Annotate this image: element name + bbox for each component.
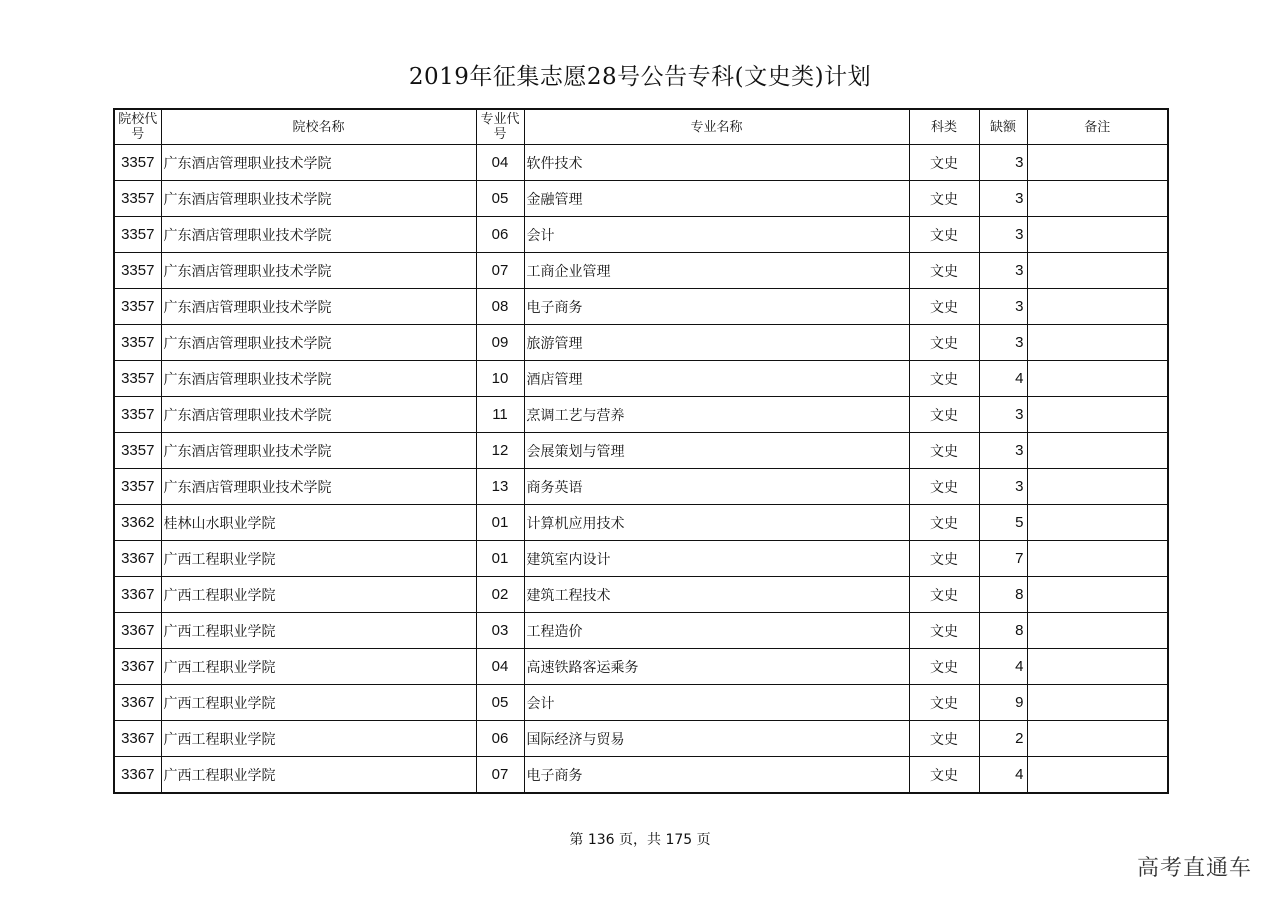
table-row xyxy=(114,217,1168,253)
cell-quota: 3 xyxy=(979,253,1027,289)
cell-major-code: 04 xyxy=(476,145,524,181)
cell-major-code: 12 xyxy=(476,433,524,469)
cell-category: 文史 xyxy=(909,649,979,685)
table-row xyxy=(114,433,1168,469)
cell-category: 文史 xyxy=(909,685,979,721)
cell-major-code: 07 xyxy=(476,253,524,289)
cell-major-name: 烹调工艺与营养 xyxy=(524,397,909,433)
header-major-code: 专业代号 xyxy=(476,109,524,145)
cell-major-name: 电子商务 xyxy=(524,289,909,325)
cell-school-name: 广西工程职业学院 xyxy=(161,613,476,649)
cell-major-code: 02 xyxy=(476,577,524,613)
table-row xyxy=(114,541,1168,577)
cell-major-name: 国际经济与贸易 xyxy=(524,721,909,757)
header-school-code: 院校代号 xyxy=(114,109,161,145)
cell-major-name: 酒店管理 xyxy=(524,361,909,397)
cell-category: 文史 xyxy=(909,181,979,217)
cell-school-name: 广西工程职业学院 xyxy=(161,577,476,613)
cell-school-code: 3357 xyxy=(114,397,161,433)
table-row xyxy=(114,757,1168,794)
table-row xyxy=(114,397,1168,433)
cell-category: 文史 xyxy=(909,577,979,613)
cell-school-code: 3367 xyxy=(114,541,161,577)
table-header-row xyxy=(114,109,1168,145)
cell-major-code: 04 xyxy=(476,649,524,685)
cell-remark xyxy=(1027,145,1168,181)
cell-category: 文史 xyxy=(909,541,979,577)
cell-remark xyxy=(1027,433,1168,469)
cell-remark xyxy=(1027,217,1168,253)
cell-major-name: 金融管理 xyxy=(524,181,909,217)
cell-remark xyxy=(1027,325,1168,361)
cell-school-name: 桂林山水职业学院 xyxy=(161,505,476,541)
cell-major-code: 13 xyxy=(476,469,524,505)
cell-quota: 3 xyxy=(979,217,1027,253)
page-footer: 第 136 页，共 175 页 xyxy=(569,832,711,848)
cell-school-name: 广东酒店管理职业技术学院 xyxy=(161,325,476,361)
cell-quota: 4 xyxy=(979,757,1027,794)
table-row xyxy=(114,505,1168,541)
cell-category: 文史 xyxy=(909,289,979,325)
cell-major-name: 工商企业管理 xyxy=(524,253,909,289)
table-row xyxy=(114,325,1168,361)
cell-major-code: 11 xyxy=(476,397,524,433)
header-school-name: 院校名称 xyxy=(161,109,476,145)
cell-school-name: 广东酒店管理职业技术学院 xyxy=(161,469,476,505)
cell-major-code: 06 xyxy=(476,217,524,253)
cell-remark xyxy=(1027,649,1168,685)
cell-major-code: 09 xyxy=(476,325,524,361)
cell-category: 文史 xyxy=(909,253,979,289)
cell-remark xyxy=(1027,289,1168,325)
cell-category: 文史 xyxy=(909,721,979,757)
cell-school-code: 3357 xyxy=(114,145,161,181)
cell-school-code: 3367 xyxy=(114,577,161,613)
cell-quota: 3 xyxy=(979,289,1027,325)
cell-category: 文史 xyxy=(909,217,979,253)
cell-school-code: 3357 xyxy=(114,289,161,325)
cell-school-name: 广西工程职业学院 xyxy=(161,541,476,577)
cell-major-name: 建筑室内设计 xyxy=(524,541,909,577)
cell-school-code: 3357 xyxy=(114,217,161,253)
cell-major-code: 05 xyxy=(476,181,524,217)
cell-school-name: 广西工程职业学院 xyxy=(161,757,476,794)
cell-major-name: 高速铁路客运乘务 xyxy=(524,649,909,685)
cell-school-name: 广东酒店管理职业技术学院 xyxy=(161,145,476,181)
cell-major-name: 旅游管理 xyxy=(524,325,909,361)
cell-school-name: 广东酒店管理职业技术学院 xyxy=(161,361,476,397)
cell-category: 文史 xyxy=(909,397,979,433)
table-row xyxy=(114,181,1168,217)
cell-major-name: 建筑工程技术 xyxy=(524,577,909,613)
cell-school-code: 3357 xyxy=(114,361,161,397)
cell-remark xyxy=(1027,541,1168,577)
cell-school-code: 3367 xyxy=(114,685,161,721)
cell-quota: 2 xyxy=(979,721,1027,757)
cell-major-code: 05 xyxy=(476,685,524,721)
cell-major-name: 会计 xyxy=(524,217,909,253)
cell-school-name: 广西工程职业学院 xyxy=(161,721,476,757)
header-remark: 备注 xyxy=(1027,109,1168,145)
cell-major-name: 工程造价 xyxy=(524,613,909,649)
cell-major-code: 01 xyxy=(476,505,524,541)
cell-quota: 3 xyxy=(979,325,1027,361)
cell-school-code: 3357 xyxy=(114,253,161,289)
cell-school-name: 广东酒店管理职业技术学院 xyxy=(161,289,476,325)
cell-remark xyxy=(1027,361,1168,397)
cell-quota: 3 xyxy=(979,397,1027,433)
cell-school-name: 广东酒店管理职业技术学院 xyxy=(161,397,476,433)
table-row xyxy=(114,289,1168,325)
cell-quota: 4 xyxy=(979,361,1027,397)
table-row xyxy=(114,613,1168,649)
cell-remark xyxy=(1027,685,1168,721)
header-quota: 缺额 xyxy=(979,109,1027,145)
cell-quota: 5 xyxy=(979,505,1027,541)
cell-quota: 8 xyxy=(979,577,1027,613)
cell-category: 文史 xyxy=(909,433,979,469)
cell-major-code: 08 xyxy=(476,289,524,325)
cell-quota: 8 xyxy=(979,613,1027,649)
cell-major-name: 电子商务 xyxy=(524,757,909,794)
cell-major-name: 计算机应用技术 xyxy=(524,505,909,541)
cell-quota: 7 xyxy=(979,541,1027,577)
cell-remark xyxy=(1027,505,1168,541)
cell-category: 文史 xyxy=(909,613,979,649)
table-row xyxy=(114,253,1168,289)
cell-school-code: 3367 xyxy=(114,757,161,794)
cell-school-name: 广西工程职业学院 xyxy=(161,685,476,721)
page-title: 2019年征集志愿28号公告专科(文史类)计划 xyxy=(408,64,872,90)
cell-quota: 3 xyxy=(979,433,1027,469)
cell-school-code: 3367 xyxy=(114,649,161,685)
cell-major-code: 06 xyxy=(476,721,524,757)
cell-school-code: 3367 xyxy=(114,721,161,757)
cell-school-code: 3357 xyxy=(114,325,161,361)
cell-school-code: 3357 xyxy=(114,469,161,505)
header-major-name: 专业名称 xyxy=(524,109,909,145)
cell-school-name: 广东酒店管理职业技术学院 xyxy=(161,217,476,253)
cell-remark xyxy=(1027,721,1168,757)
cell-major-name: 商务英语 xyxy=(524,469,909,505)
table-row xyxy=(114,577,1168,613)
cell-remark xyxy=(1027,469,1168,505)
cell-school-code: 3362 xyxy=(114,505,161,541)
enrollment-plan-table xyxy=(113,108,1169,794)
cell-major-code: 03 xyxy=(476,613,524,649)
cell-quota: 3 xyxy=(979,181,1027,217)
cell-school-name: 广东酒店管理职业技术学院 xyxy=(161,181,476,217)
cell-major-name: 会展策划与管理 xyxy=(524,433,909,469)
cell-category: 文史 xyxy=(909,757,979,794)
table-row xyxy=(114,649,1168,685)
table-body xyxy=(114,145,1168,794)
cell-category: 文史 xyxy=(909,145,979,181)
cell-remark xyxy=(1027,397,1168,433)
cell-major-code: 01 xyxy=(476,541,524,577)
cell-category: 文史 xyxy=(909,361,979,397)
table-row xyxy=(114,145,1168,181)
cell-major-name: 会计 xyxy=(524,685,909,721)
table-row xyxy=(114,469,1168,505)
cell-quota: 4 xyxy=(979,649,1027,685)
cell-quota: 3 xyxy=(979,469,1027,505)
cell-category: 文史 xyxy=(909,505,979,541)
cell-school-name: 广东酒店管理职业技术学院 xyxy=(161,433,476,469)
cell-remark xyxy=(1027,577,1168,613)
cell-quota: 3 xyxy=(979,145,1027,181)
cell-school-code: 3357 xyxy=(114,181,161,217)
cell-remark xyxy=(1027,613,1168,649)
table-row xyxy=(114,685,1168,721)
cell-school-code: 3367 xyxy=(114,613,161,649)
cell-quota: 9 xyxy=(979,685,1027,721)
cell-category: 文史 xyxy=(909,325,979,361)
cell-major-name: 软件技术 xyxy=(524,145,909,181)
watermark: 高考直通车 xyxy=(1136,856,1252,881)
cell-remark xyxy=(1027,757,1168,794)
cell-remark xyxy=(1027,181,1168,217)
cell-major-code: 07 xyxy=(476,757,524,794)
cell-school-name: 广东酒店管理职业技术学院 xyxy=(161,253,476,289)
header-category: 科类 xyxy=(909,109,979,145)
cell-school-code: 3357 xyxy=(114,433,161,469)
table-row xyxy=(114,721,1168,757)
cell-remark xyxy=(1027,253,1168,289)
table-row xyxy=(114,361,1168,397)
cell-major-code: 10 xyxy=(476,361,524,397)
cell-school-name: 广西工程职业学院 xyxy=(161,649,476,685)
cell-category: 文史 xyxy=(909,469,979,505)
